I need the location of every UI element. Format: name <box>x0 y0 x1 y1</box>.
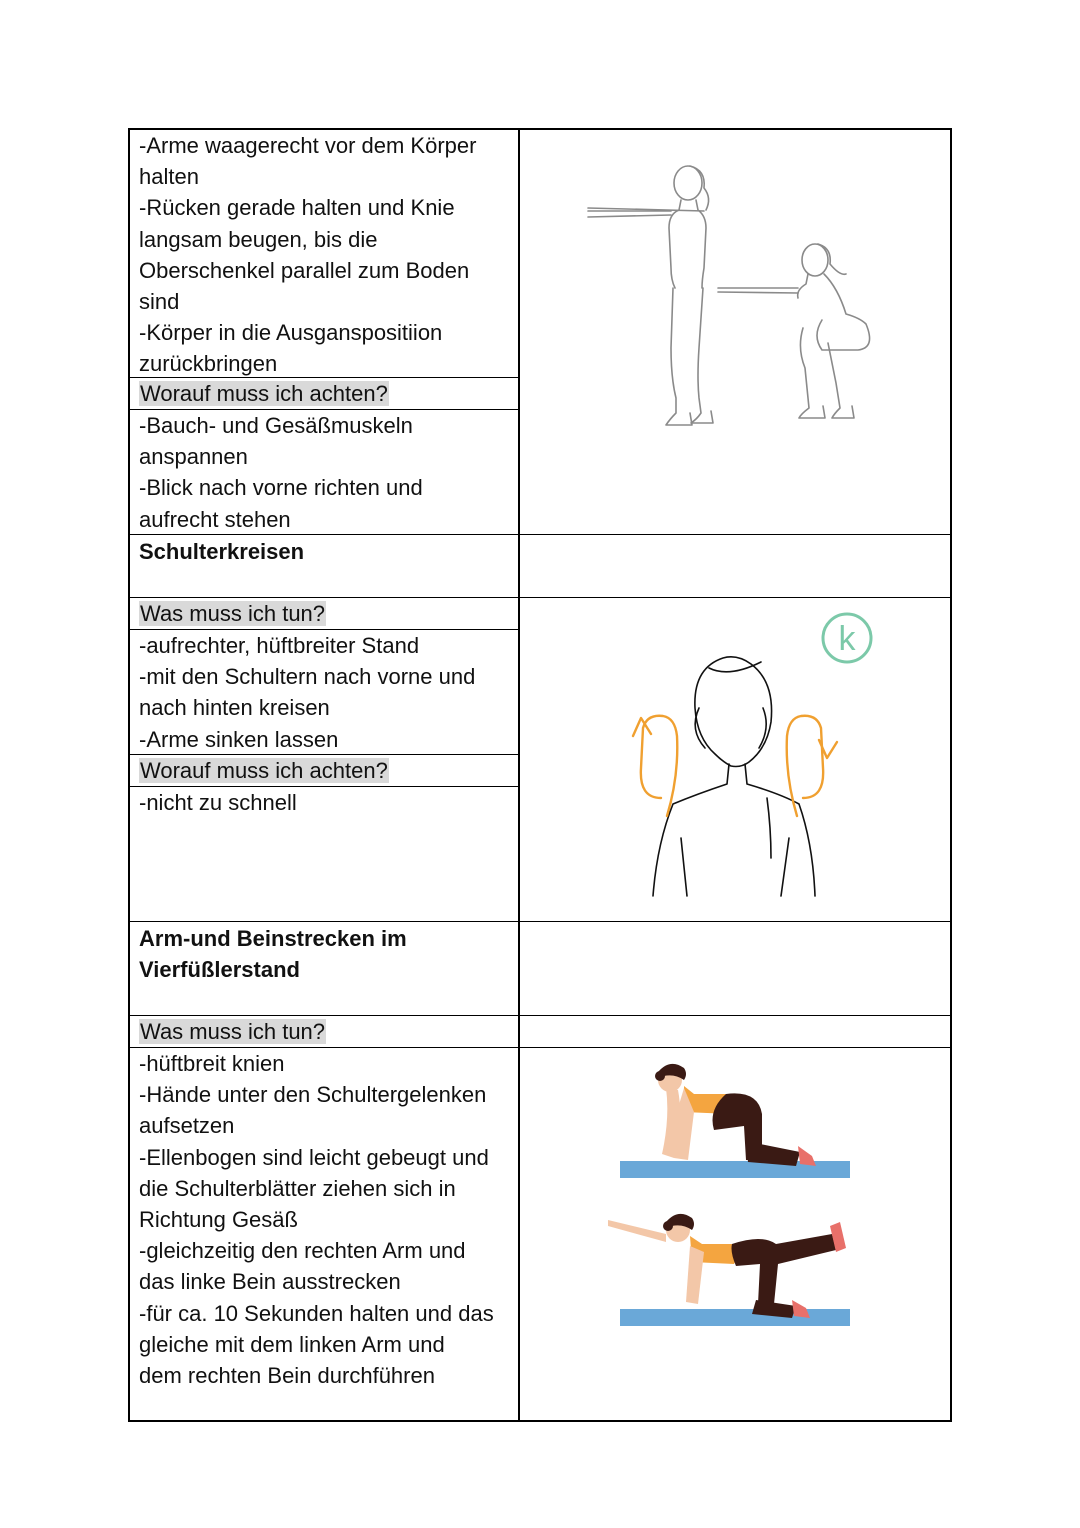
shoulder-attention-heading: Worauf muss ich achten? <box>140 758 388 783</box>
squat-attention-heading: Worauf muss ich achten? <box>140 381 388 406</box>
table-border-left <box>128 128 130 1422</box>
row-divider <box>128 921 952 922</box>
squat-attention-text: -Bauch- und Gesäßmuskeln anspannen -Blick nach vorne richten und aufrecht stehen <box>139 413 423 532</box>
column-divider <box>518 128 520 1422</box>
table-border-bottom <box>128 1420 952 1422</box>
shoulder-attention-text: -nicht zu schnell <box>139 790 297 815</box>
bird-dog-illustration <box>606 1058 866 1338</box>
shoulder-circles-title: Schulterkreisen <box>139 539 305 564</box>
shoulder-todo-heading: Was muss ich tun? <box>140 601 326 626</box>
shoulder-todo-text: -aufrechter, hüftbreiter Stand -mit den Schultern nach vorne und nach hinten kreisen -Arme sinken lassen <box>139 633 476 752</box>
bird-dog-title: Arm-und Beinstrecken im Vierfüßlerstand <box>139 926 407 983</box>
brand-logo-icon <box>823 614 871 662</box>
squat-instructions: -Arme waagerecht vor dem Körper halten -Rücken gerade halten und Knie langsam beugen, bis die Oberschenkel parallel zum Boden sind -Körper in die Ausganspositiion zurückbringen <box>139 133 477 377</box>
exercise-mat <box>620 1309 850 1326</box>
squat-illustration <box>578 153 898 428</box>
exercise-table <box>128 128 952 1422</box>
bird-dog-todo-heading: Was muss ich tun? <box>140 1019 326 1044</box>
bird-dog-todo-text: -hüftbreit knien -Hände unter den Schultergelenken aufsetzen -Ellenbogen sind leicht gebeugt und die Schulterblätter ziehen sich in Richtung Gesäß -gleichzeitig den rechten Arm und das linke Bein ausstrecken -für ca. 10 Sekunden halten und das gleiche mit dem linken Arm und dem rechten Bein durchführen <box>139 1051 494 1389</box>
svg-text:k: k <box>838 620 856 658</box>
shoulder-circles-illustration <box>613 608 893 898</box>
exercise-mat <box>620 1161 850 1178</box>
table-border-right <box>950 128 952 1422</box>
